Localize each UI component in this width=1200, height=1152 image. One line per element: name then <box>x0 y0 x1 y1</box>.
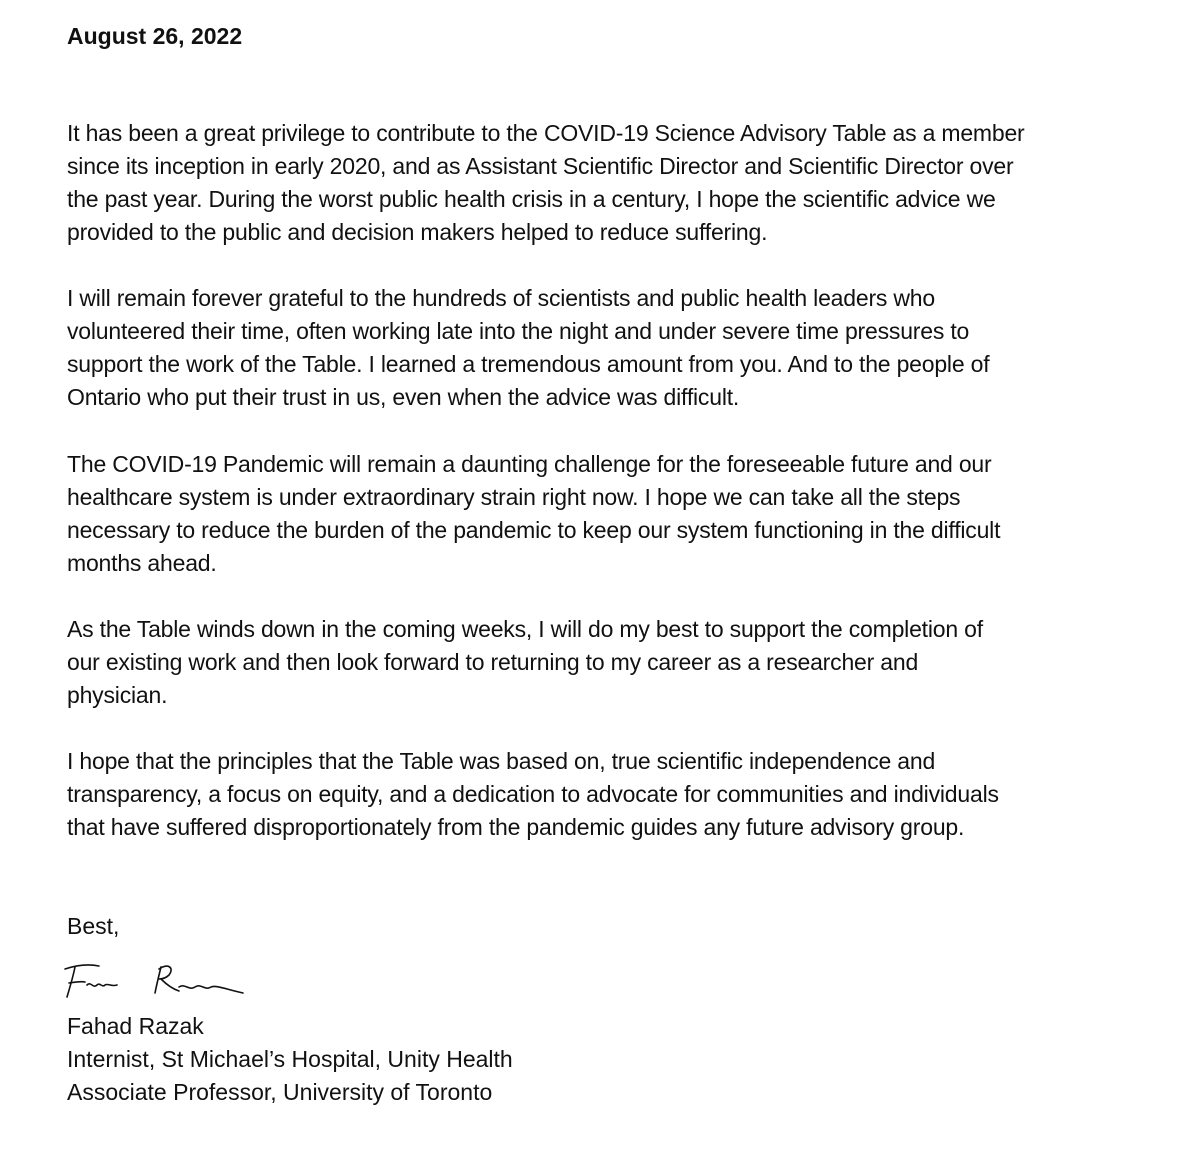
paragraph-line: It has been a great privilege to contribute to the COVID-19 Science Advisory Table as a member <box>67 120 1025 146</box>
paragraph-line: physician. <box>67 682 168 708</box>
paragraph-2 <box>67 282 1157 414</box>
signature-block <box>67 1010 513 1109</box>
paragraph-line: our existing work and then look forward to returning to my career as a researcher and <box>67 649 919 675</box>
paragraph-line: that have suffered disproportionately from the pandemic guides any future advisory group. <box>67 814 965 840</box>
paragraph-line: I will remain forever grateful to the hundreds of scientists and public health leaders who <box>67 285 935 311</box>
paragraph-line: The COVID-19 Pandemic will remain a daunting challenge for the foreseeable future and our <box>67 451 992 477</box>
handwritten-signature-icon <box>55 955 255 1005</box>
paragraph-line: volunteered their time, often working late into the night and under severe time pressures to <box>67 318 970 344</box>
paragraph-line: Ontario who put their trust in us, even when the advice was difficult. <box>67 384 740 410</box>
paragraph-5 <box>67 745 1157 844</box>
signer-title: Associate Professor, University of Toronto <box>67 1079 493 1105</box>
signer-title: Internist, St Michael’s Hospital, Unity Health <box>67 1046 513 1072</box>
paragraph-line: healthcare system is under extraordinary strain right now. I hope we can take all the steps <box>67 484 961 510</box>
paragraph-line: months ahead. <box>67 550 217 576</box>
paragraph-line: I hope that the principles that the Table was based on, true scientific independence and <box>67 748 936 774</box>
paragraph-line: necessary to reduce the burden of the pandemic to keep our system functioning in the difficult <box>67 517 1001 543</box>
paragraph-line: As the Table winds down in the coming weeks, I will do my best to support the completion of <box>67 616 983 642</box>
paragraph-4 <box>67 613 1157 712</box>
paragraph-1 <box>67 117 1157 249</box>
letter-date: August 26, 2022 <box>67 23 243 49</box>
paragraph-line: the past year. During the worst public health crisis in a century, I hope the scientific advice we <box>67 186 996 212</box>
paragraph-line: transparency, a focus on equity, and a dedication to advocate for communities and individuals <box>67 781 999 807</box>
paragraph-line: provided to the public and decision makers helped to reduce suffering. <box>67 219 768 245</box>
paragraph-3 <box>67 448 1157 580</box>
paragraph-line: since its inception in early 2020, and as Assistant Scientific Director and Scientific Director over <box>67 153 1014 179</box>
paragraph-line: support the work of the Table. I learned a tremendous amount from you. And to the people of <box>67 351 990 377</box>
signer-name: Fahad Razak <box>67 1013 204 1039</box>
closing-salutation: Best, <box>67 913 120 939</box>
